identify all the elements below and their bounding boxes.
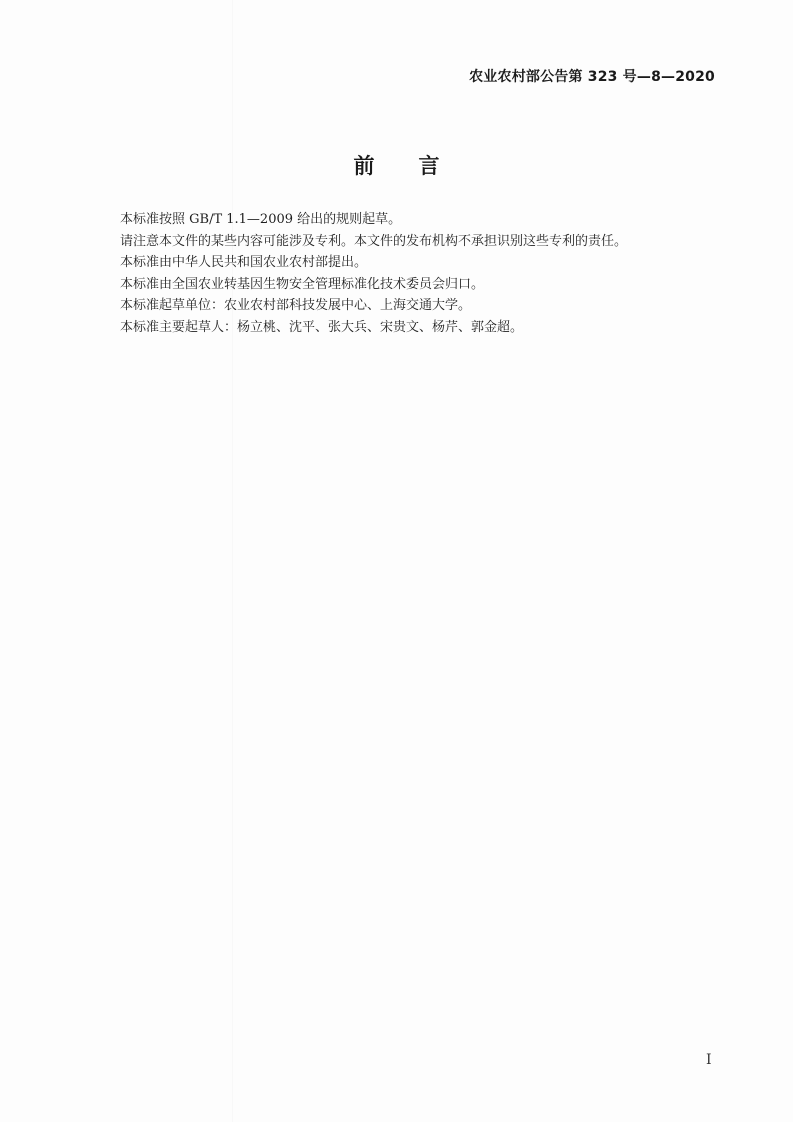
- document-code: 农业农村部公告第 323 号—8—2020: [469, 69, 715, 85]
- paragraph-drafting-units: 本标准起草单位：农业农村部科技发展中心、上海交通大学。: [120, 298, 472, 314]
- paragraph-patent-notice: 请注意本文件的某些内容可能涉及专利。本文件的发布机构不承担识别这些专利的责任。: [120, 233, 628, 249]
- foreword-body: [120, 209, 720, 339]
- paragraph-committee: 本标准由全国农业转基因生物安全管理标准化技术委员会归口。: [120, 276, 485, 292]
- page-title: 前言: [353, 154, 484, 178]
- paragraph-proposer: 本标准由中华人民共和国农业农村部提出。: [120, 255, 368, 271]
- paragraph-drafting-rules: 本标准按照 GB/T 1.1—2009 给出的规则起草。: [120, 212, 402, 227]
- paragraph-drafters: 本标准主要起草人：杨立桃、沈平、张大兵、宋贵文、杨芹、郭金超。: [120, 319, 524, 335]
- page-number: I: [706, 1052, 712, 1068]
